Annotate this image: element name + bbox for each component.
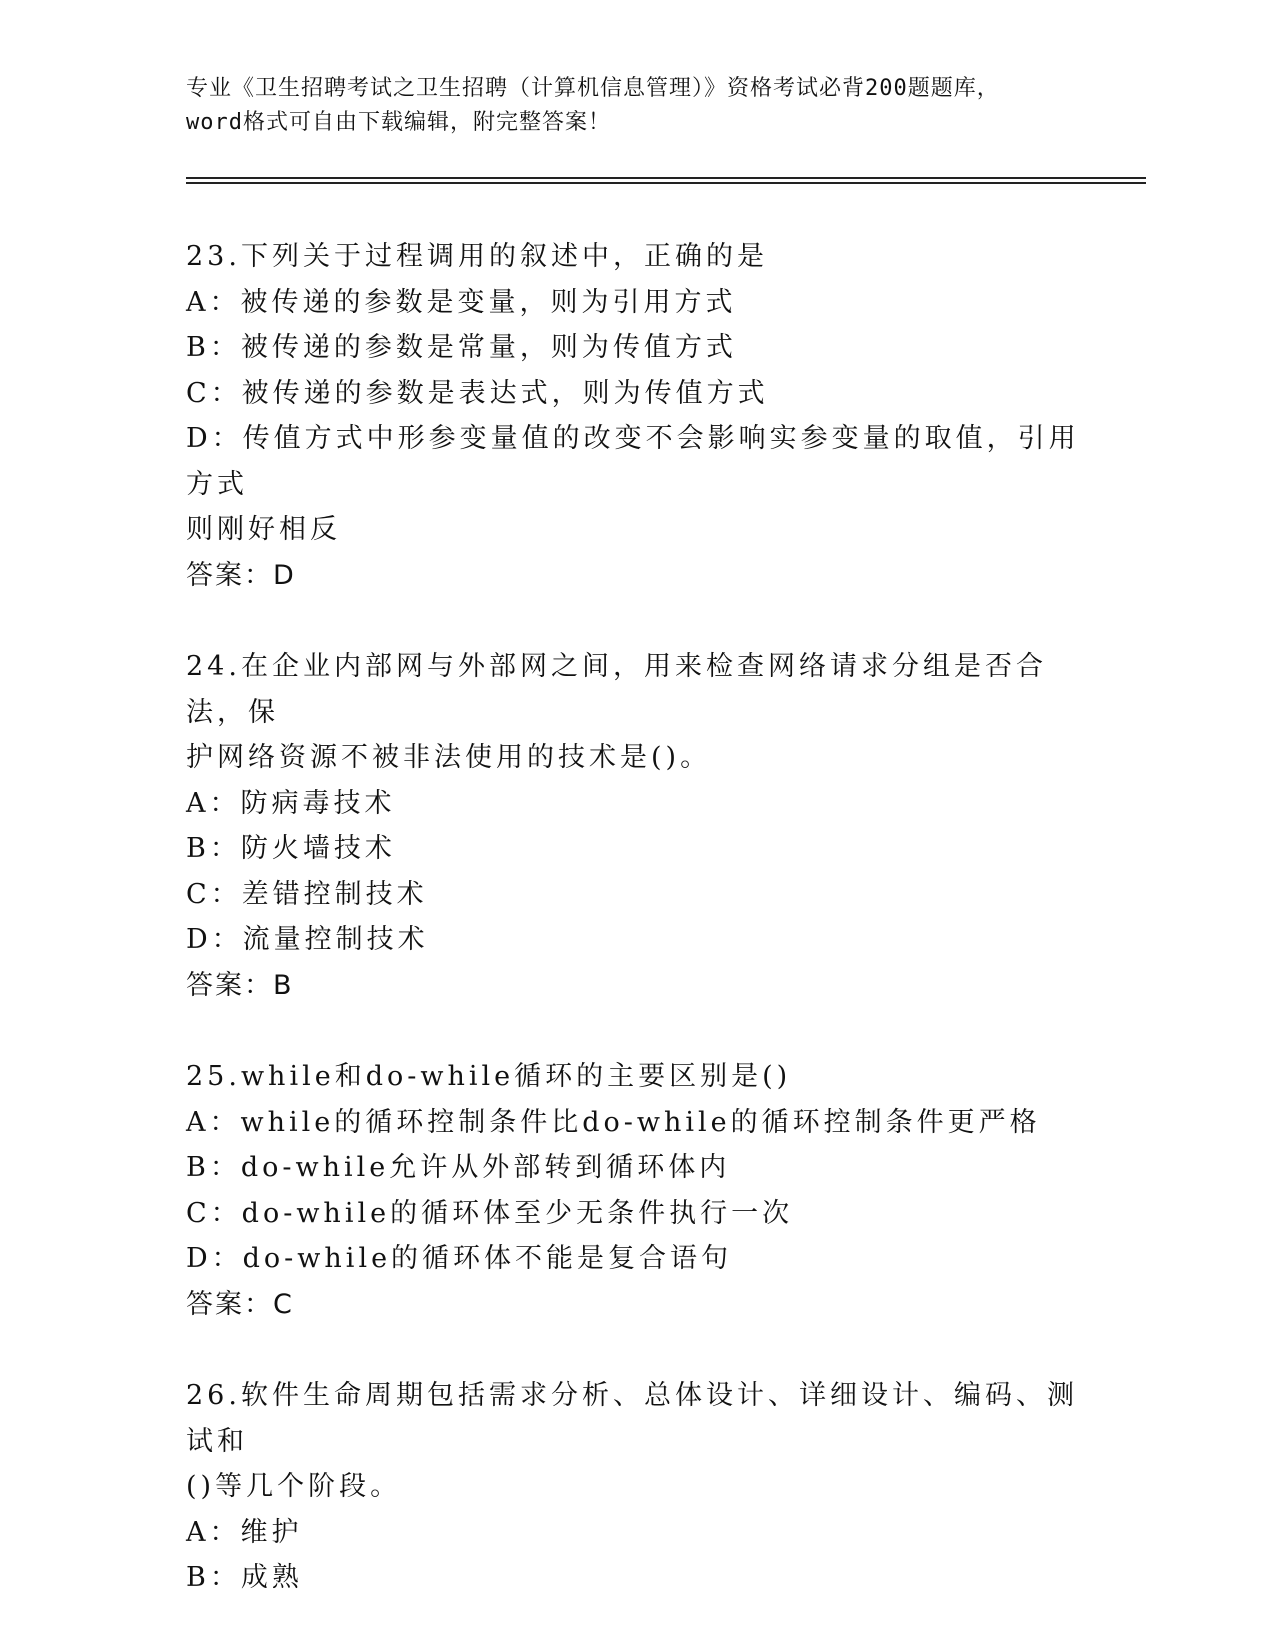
answer-label: 答案：D [186, 559, 296, 591]
question-block [186, 1054, 1086, 1327]
question-option: C：do-while的循环体至少无条件执行一次 [186, 1197, 794, 1229]
question-option: 则刚好相反 [186, 514, 341, 545]
question-option: B：do-while允许从外部转到循环体内 [186, 1152, 731, 1183]
question-option: A：维护 [186, 1516, 303, 1548]
document-header [186, 72, 1086, 140]
question-block [186, 234, 1086, 598]
question-stem: ()等几个阶段。 [186, 1471, 402, 1502]
header-divider-bottom [186, 182, 1146, 184]
question-list [186, 234, 1086, 1647]
question-option: A：被传递的参数是变量，则为引用方式 [186, 286, 737, 318]
question-option: C：被传递的参数是表达式，则为传值方式 [186, 377, 769, 409]
question-option: A：防病毒技术 [186, 787, 396, 819]
question-option: C：差错控制技术 [186, 878, 428, 910]
answer-label: 答案：C [186, 1288, 294, 1320]
question-option: B：防火墙技术 [186, 833, 396, 864]
header-line-1: 专业《卫生招聘考试之卫生招聘（计算机信息管理）》资格考试必背200题题库， [186, 76, 1000, 101]
question-option: D：do-while的循环体不能是复合语句 [186, 1243, 733, 1274]
question-stem: 23.下列关于过程调用的叙述中，正确的是 [186, 241, 768, 272]
question-option: D：流量控制技术 [186, 924, 429, 955]
question-stem: 25.while和do-while循环的主要区别是() [186, 1061, 792, 1092]
question-option: B：被传递的参数是常量，则为传值方式 [186, 332, 737, 363]
question-block [186, 1373, 1086, 1601]
answer-label: 答案：B [186, 969, 294, 1001]
question-option: D：传值方式中形参变量值的改变不会影响实参变量的取值，引用方式 [186, 423, 1080, 500]
header-line-2: word格式可自由下载编辑，附完整答案！ [186, 110, 611, 135]
question-stem: 26.软件生命周期包括需求分析、总体设计、详细设计、编码、测试和 [186, 1380, 1078, 1457]
header-divider-top [186, 177, 1146, 179]
question-stem: 护网络资源不被非法使用的技术是()。 [186, 742, 712, 773]
question-option: A：while的循环控制条件比do-while的循环控制条件更严格 [186, 1106, 1041, 1138]
question-option: B：成熟 [186, 1562, 303, 1593]
question-block [186, 644, 1086, 1008]
question-stem: 24.在企业内部网与外部网之间，用来检查网络请求分组是否合法，保 [186, 651, 1047, 728]
